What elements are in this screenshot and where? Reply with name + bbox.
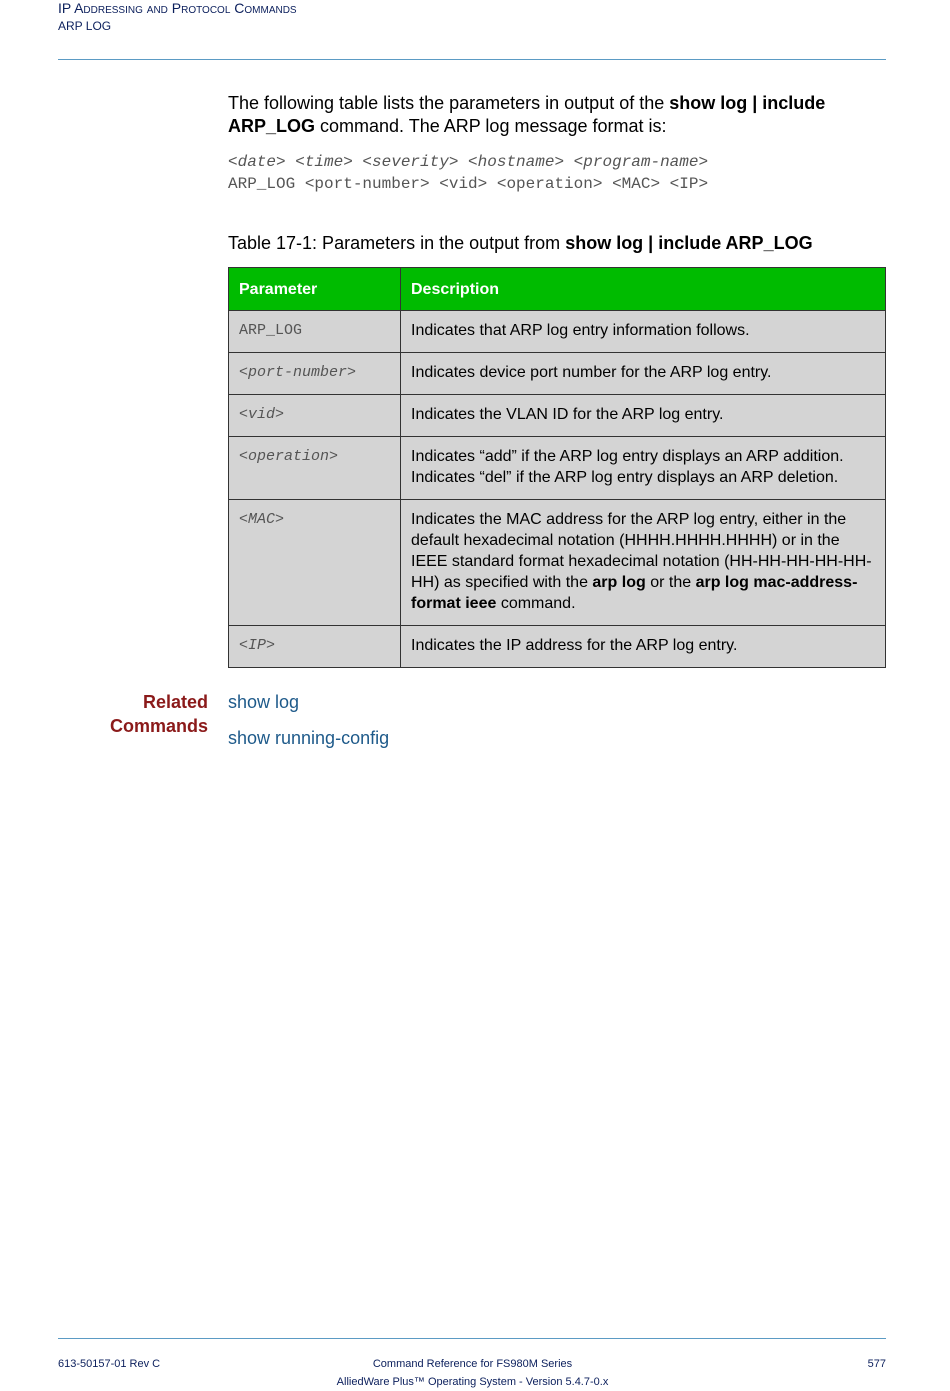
- caption-command: show log | include ARP_LOG: [565, 233, 813, 253]
- description-command: arp log mac-address-format ieee: [411, 574, 858, 612]
- param-cell: ARP_LOG: [229, 311, 401, 353]
- related-commands-list: [228, 690, 389, 762]
- column-header-description: Description: [401, 268, 886, 311]
- footer-page-number: 577: [867, 1358, 886, 1370]
- description-cell: Indicates that ARP log entry information follows.: [401, 311, 886, 353]
- table-row: [229, 395, 886, 437]
- table-row: [229, 311, 886, 353]
- column-header-parameter: Parameter: [229, 268, 401, 311]
- log-format-line-2: ARP_LOG <port-number> <vid> <operation> <MAC> <IP>: [228, 175, 709, 193]
- related-label-line: Related: [142, 692, 208, 712]
- table-row: [229, 626, 886, 668]
- running-header: [58, 0, 297, 35]
- footer-title-line: AlliedWare Plus™ Operating System - Version 5.4.7-0.x: [336, 1376, 609, 1388]
- header-section-title: IP Addressing and Protocol Commands: [58, 0, 297, 16]
- param-cell: <port-number>: [229, 353, 401, 395]
- intro-paragraph: [228, 92, 886, 138]
- table-row: [229, 437, 886, 500]
- description-text: Indicates the MAC address for the ARP log entry, either in the default hexadecimal notation (HHHH.HHHH.HHHH) or in the IEEE standard format hexadecimal notation (HH-HH-HH-HH-HH-HH) as specified with the: [411, 511, 872, 591]
- description-cell: [401, 437, 886, 500]
- log-format-line-1: <date> <time> <severity> <hostname> <program-name>: [228, 153, 709, 171]
- description-cell: Indicates the IP address for the ARP log entry.: [401, 626, 886, 668]
- footer-doc-id: 613-50157-01 Rev C: [58, 1358, 161, 1370]
- description-cell: [401, 500, 886, 626]
- footer-divider: [58, 1338, 886, 1339]
- footer-title: [300, 1355, 645, 1391]
- header-subsection-title: ARP LOG: [58, 19, 112, 33]
- footer-title-line: Command Reference for FS980M Series: [372, 1358, 573, 1370]
- param-cell: <IP>: [229, 626, 401, 668]
- caption-text: Table 17-1: Parameters in the output from: [228, 233, 566, 253]
- description-text: or the: [645, 574, 696, 591]
- description-line: Indicates “add” if the ARP log entry displays an ARP addition.: [411, 448, 844, 465]
- param-cell: <vid>: [229, 395, 401, 437]
- related-link-show-log[interactable]: show log: [228, 692, 300, 712]
- table-caption: [228, 231, 886, 255]
- header-divider: [58, 59, 886, 60]
- description-line: Indicates “del” if the ARP log entry displays an ARP deletion.: [411, 469, 839, 486]
- parameters-table: [228, 267, 886, 668]
- table-row: [229, 500, 886, 626]
- intro-text-post: command. The ARP log message format is:: [315, 116, 667, 136]
- intro-text-pre: The following table lists the parameters in output of the: [228, 93, 670, 113]
- related-label-line: Commands: [109, 716, 208, 736]
- related-commands-heading: [58, 690, 208, 738]
- log-format-block: [228, 151, 886, 195]
- param-cell: <operation>: [229, 437, 401, 500]
- description-text: command.: [496, 595, 576, 612]
- description-cell: Indicates the VLAN ID for the ARP log entry.: [401, 395, 886, 437]
- description-cell: Indicates device port number for the ARP log entry.: [401, 353, 886, 395]
- intro-command: show log | include ARP_LOG: [228, 93, 826, 136]
- table-row: [229, 353, 886, 395]
- description-command: arp log: [592, 574, 646, 591]
- related-link-show-running-config[interactable]: show running-config: [228, 728, 390, 748]
- param-cell: <MAC>: [229, 500, 401, 626]
- table-header-row: [229, 268, 886, 311]
